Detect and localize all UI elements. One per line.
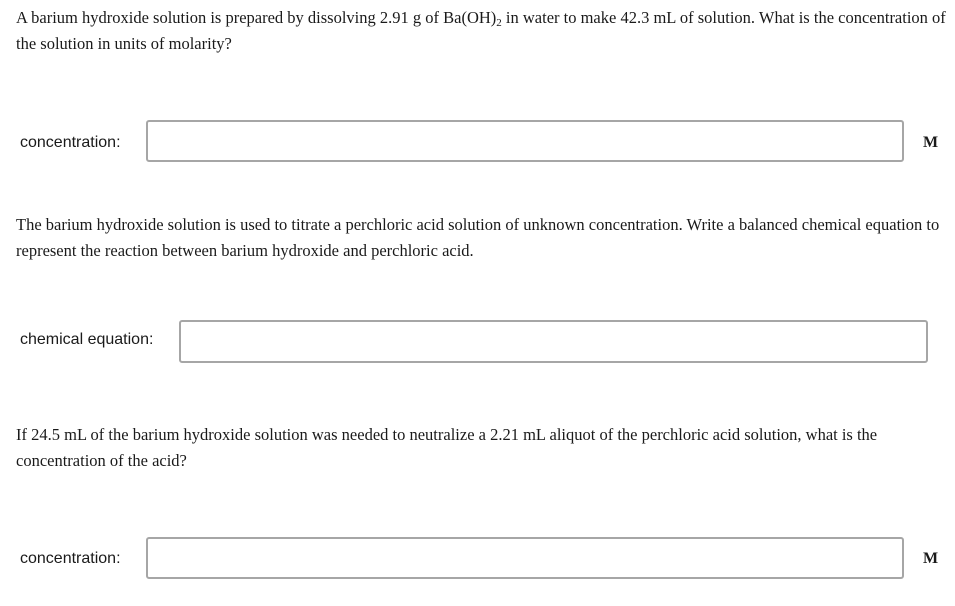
unit-molarity-1: M xyxy=(923,134,939,151)
question-1-text-end: in water to make 42.3 mL of solution. What is the concentration of the solution in units of molarity? xyxy=(16,8,946,53)
chemical-equation-input[interactable] xyxy=(179,320,928,363)
question-1-text-start: A barium hydroxide solution is prepared by dissolving 2.91 g of Ba(OH) xyxy=(16,8,497,27)
unit-molarity-2: M xyxy=(923,550,939,567)
chemical-equation-label: chemical equation: xyxy=(20,331,154,348)
concentration-label-2: concentration: xyxy=(20,550,121,567)
question-2-text: The barium hydroxide solution is used to titrate a perchloric acid solution of unknown concentration. Write a balanced chemical equation to represent the reaction between barium hydroxide and perchloric acid. xyxy=(16,215,940,260)
question-1-text xyxy=(16,5,946,57)
question-3-text: If 24.5 mL of the barium hydroxide solution was needed to neutralize a 2.21 mL aliquot of the perchloric acid solution, what is the concentration of the acid? xyxy=(16,425,878,470)
concentration-label-1: concentration: xyxy=(20,134,121,151)
subscript-2: 2 xyxy=(496,17,502,29)
concentration-input-1[interactable] xyxy=(146,120,904,162)
concentration-input-2[interactable] xyxy=(146,537,904,579)
